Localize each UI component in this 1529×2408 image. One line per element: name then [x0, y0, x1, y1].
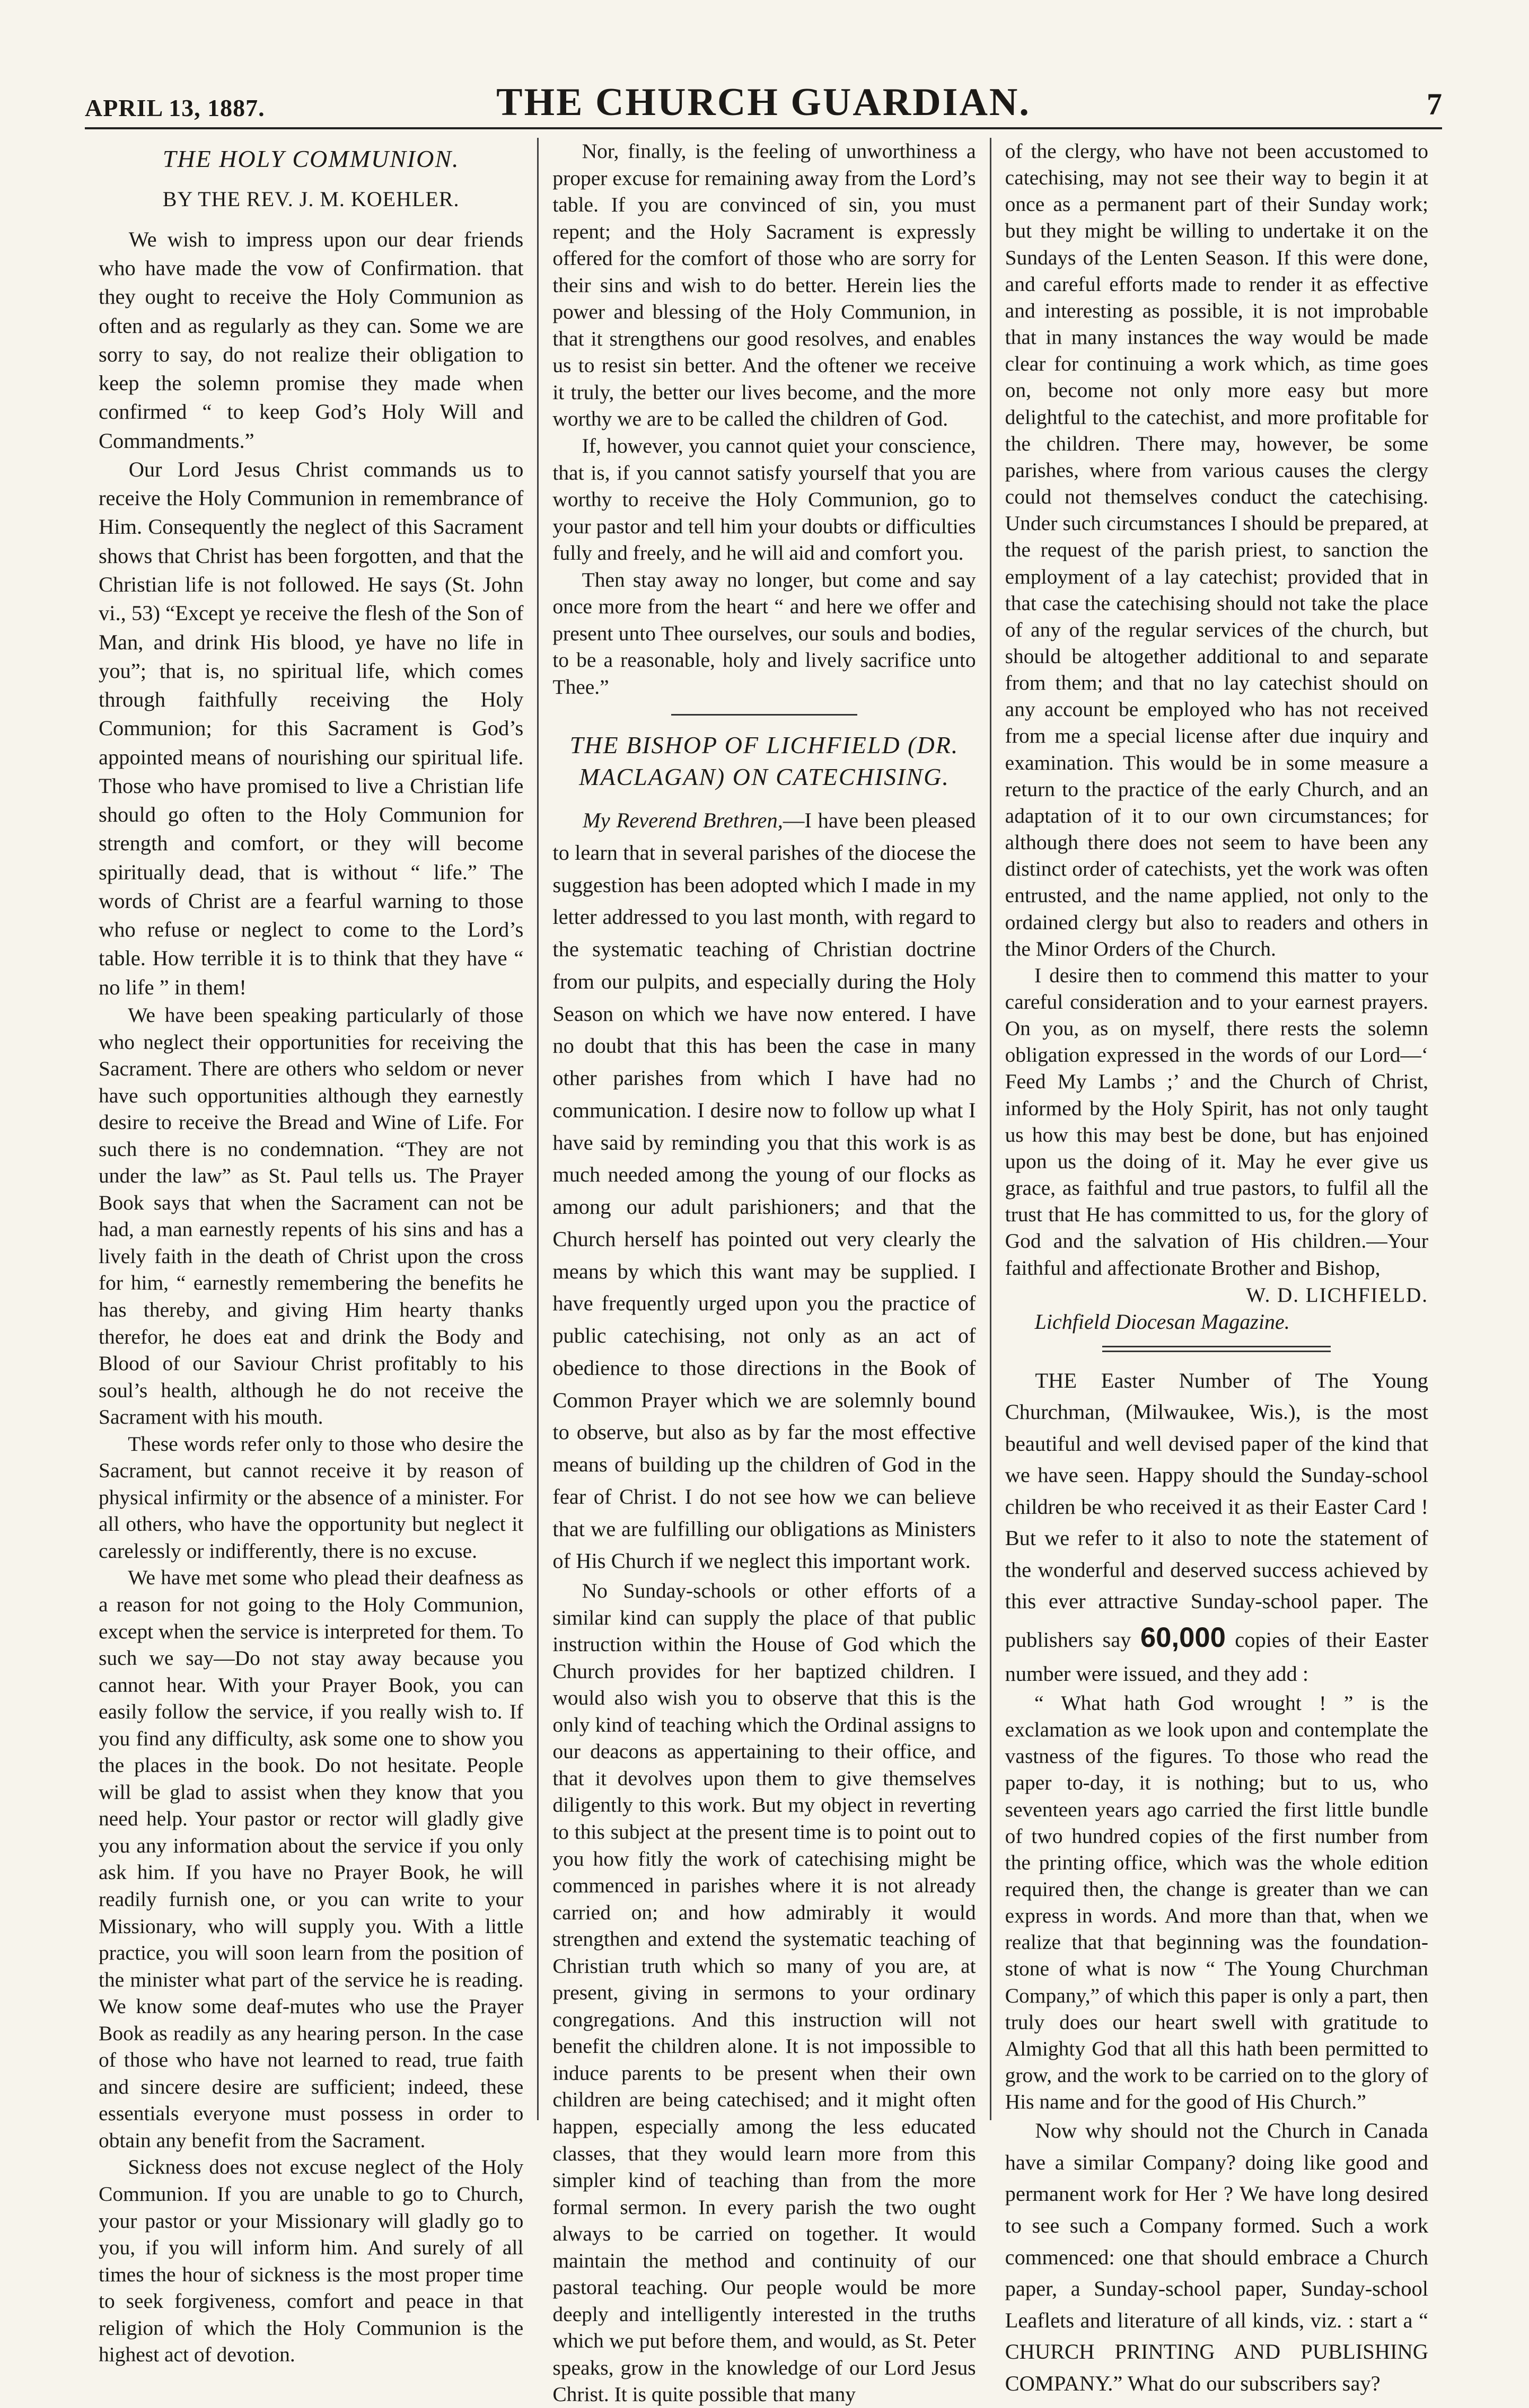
article-paragraph: Sickness does not excuse neglect of the Holy Communion. If you are unable to go to Church, your pastor or your Missionary will gladly go to you, if you will inform him. And surely of all times the hour of sickness is the most proper time to seek forgiveness, comfort and peace in that religion of which the Holy Communion is the highest act of devotion. — [99, 2155, 524, 2367]
section-divider — [1102, 1346, 1331, 1347]
masthead — [85, 80, 1442, 129]
signature: W. D. LICHFIELD. — [1246, 1283, 1428, 1307]
article-byline: BY THE REV. J. M. KOEHLER. — [162, 187, 460, 211]
article-paragraph: We have been speaking particularly of those who neglect their opportunities for receiving the Sacrament. There are others who seldom or never have such opportunities although they earnestly desire to receive the Bread and Wine of Life. For such there is no condemnation. “They are not under the law” as St. Paul tells us. The Prayer Book says that when the Sacrament can not be had, a man earnestly repents of his sins and has a lively faith in the death of Christ upon the cross for him, “ earnestly remembering the benefits he has thereby, and giving Him hearty thanks therefor, he does eat and drink the Body and Blood of our Saviour Christ profitably to his soul’s health, although he do not receive the Sacrament with his mouth. — [99, 1003, 524, 1429]
article-paragraph: We wish to impress upon our dear friends who have made the vow of Confirmation. that they ought to receive the Holy Communion as often and as regularly as they can. Some we are sorry to say, do not realize their obligation to keep the solemn promise they made when confirmed “ to keep God’s Holy Will and Commandments.” — [99, 227, 524, 453]
article-paragraph: I desire then to commend this matter to your careful consideration and to your earnest prayers. On you, as on myself, there rests the solemn obligation expressed in the words of our Lord—‘ Feed My Lambs ;’ and the Church of Christ, informed by the Holy Spirit, has not only taught us how this may best be done, but has enjoined upon us the doing of it. May he ever give us grace, as faithful and true pastors, to fulfil all the trust that He has committed to us, for the glory of God and the salvation of His children.—Your faithful and affectionate Brother and Bishop, — [1005, 963, 1428, 1280]
section-divider — [1102, 1351, 1331, 1352]
article-paragraph — [552, 805, 976, 1577]
page-columns — [85, 138, 1442, 2406]
newspaper-title: THE CHURCH GUARDIAN. — [496, 81, 1031, 124]
article-paragraph: If, however, you cannot quiet your conscience, that is, if you cannot satisfy yourself that you are worthy to receive the Holy Communion, go to your pastor and tell him your doubts or difficulties fully and freely, and he will aid and comfort you. — [552, 434, 976, 565]
column-3 — [990, 138, 1442, 2395]
article-paragraph: of the clergy, who have not been accustomed to catechising, may not see their way to begin it at once as a permanent part of their Sunday work; but they might be willing to undertake it on the Sundays of the Lenten Season. If this were done, and careful efforts made to render it as effective and interesting as possible, it is not improbable that in many instances the way would be made clear for continuing a work which, as time goes on, become not only more easy but more delightful to the catechist, and more profitable for the children. There may, however, be some parishes, where from various causes the clergy could not themselves conduct the catechising. Under such circumstances I should be prepared, at the request of the parish priest, to sanction the employment of a lay catechist; provided that in that case the catechising should not take the place of any of the regular services of the church, but should be altogether additional to and separate from them; and that no lay catechist should on any account be employed who has not received from me a special license after due inquiry and examination. This would be in some measure a return to the practice of the early Church, and an adaptation of it to our own circumstances; for although there does not seem to have been any distinct order of catechists, yet the work was often entrusted, and the name applied, not only to the ordained clergy but also to readers and others in the Minor Orders of the Church. — [1005, 139, 1428, 960]
article-paragraph: Now why should not the Church in Canada have a similar Company? doing like good and permanent work for Her ? We have long desired to see such a Company formed. Such a work commenced: one that should embrace a Church paper, a Sunday-school paper, Sunday-school Leaflets and literature of all kinds, viz. : start a “ CHURCH PRINTING AND PUBLISHING COMPANY.” What do our subscribers say? — [1005, 2119, 1428, 2395]
section-divider — [671, 714, 857, 716]
article-paragraph — [1005, 1365, 1428, 1690]
copies-figure: 60,000 — [1140, 1621, 1226, 1653]
salutation: My Reverend Brethren, — [583, 808, 783, 833]
article-title-communion: THE HOLY COMMUNION. — [162, 145, 460, 172]
article-text: —I have been pleased to learn that in several parishes of the diocese the suggestion has been adopted which I made in my letter addressed to you last month, with regard to the systematic teaching of Christian doctrine from our pulpits, and especially during the Holy Season on which we have now entered. I have no doubt that this has been the case in many other parishes from which I have had no communication. I desire now to follow up what I have said by reminding you that this work is as much needed among the young of our flocks as among our adult parishioners; and that the Church herself has pointed out very clearly the means by which this want may be supplied. I have frequently urged upon you the practice of public catechising, not only as an act of obedience to those directions in the Book of Common Prayer which we are solemnly bound to observe, but also as by far the most effective means of building up the children of God in the fear of Christ. I do not see how we can believe that we are fulfilling our obligations as Ministers of His Church if we neglect this important work. — [552, 808, 976, 1573]
article-paragraph: Nor, finally, is the feeling of unworthiness a proper excuse for remaining away from the Lord’s table. If you are convinced of sin, you must repent; and the Holy Sacrament is expressly offered for the comfort of those who are sorry for their sins and wish to do better. Herein lies the power and blessing of the Holy Communion, in that it strengthens our good resolves, and enables us to resist sin better. And the oftener we receive it truly, the better our lives become, and the more worthy we are to be called the children of God. — [552, 139, 976, 431]
article-text: THE Easter Number of The Young Churchman, (Milwaukee, Wis.), is the most beautiful and well devised paper of the kind that we have seen. Happy should the Sunday-school children be who received it as their Easter Card ! But we refer to it also to note the statement of the wonderful and deserved success achieved by this ever attractive Sunday-school paper. The publishers say — [1005, 1368, 1428, 1652]
issue-date: APRIL 13, 1887. — [85, 94, 265, 121]
article-paragraph: Then stay away no longer, but come and say once more from the heart “ and here we offer and present unto Thee ourselves, our souls and bodies, to be a reasonable, holy and lively sacrifice unto Thee.” — [552, 568, 976, 699]
article-title-catechising: THE BISHOP OF LICHFIELD (DR. MACLAGAN) ON CATECHISING. — [569, 731, 959, 791]
column-1 — [85, 138, 537, 2367]
column-2 — [537, 138, 989, 2406]
source-credit: Lichfield Diocesan Magazine. — [1034, 1309, 1290, 1334]
article-paragraph: No Sunday-schools or other efforts of a similar kind can supply the place of that public instruction within the House of God which the Church provides for her baptized children. I would also wish you to observe that this is the only kind of teaching which the Ordinal assigns to our deacons as appertaining to their office, and that it devolves upon them to give themselves diligently to this work. But my object in reverting to this subject at the present time is to point out to you how fitly the work of catechising might be commenced in parishes where it is not already carried on; and how admirably it would strengthen and extend the systematic teaching of Christian truth which so many of you are, at present, giving in sermons to your ordinary congregations. And this instruction will not benefit the children alone. It is not impossible to induce parents to be present when their own children are being catechised; and it might often happen, especially among the less educated classes, that they would learn more from this simpler kind of teaching than from the more formal sermon. In every parish the two ought always to be carried on together. It would maintain the method and continuity of our pastoral teaching. Our people would be more deeply and intelligently interested in the truths which we put before them, and would, as St. Peter speaks, grow in the knowledge of our Lord Jesus Christ. It is quite possible that many — [552, 1579, 976, 2406]
page-number: 7 — [1427, 87, 1442, 121]
article-paragraph: Our Lord Jesus Christ commands us to receive the Holy Communion in remembrance of Him. Consequently the neglect of this Sacrament shows that Christ has been forgotten, and that the Christian life is not followed. He says (St. John vi., 53) “Except ye receive the flesh of the Son of Man, and drink His blood, ye have no life in you”; that is, no spiritual life, which comes through faithfully receiving the Holy Communion; for this Sacrament is God’s appointed means of nourishing our spiritual life. Those who have promised to live a Christian life should go often to the Holy Communion for strength and comfort, or they will become spiritually dead, that is without “ life.” The words of Christ are a fearful warning to those who refuse or neglect to come to the Lord’s table. How terrible it is to think that they have “ no life ” in them! — [99, 457, 524, 999]
article-paragraph: We have met some who plead their deafness as a reason for not going to the Holy Communion, except when the service is interpreted for them. To such we say—Do not stay away because you cannot hear. With your Prayer Book, you can easily follow the service, if you really wish to. If you find any difficulty, ask some one to show you the places in the book. Do not hesitate. People will be glad to assist when they know that you need help. Your pastor or rector will gladly give you any information about the service if you only ask him. If you have no Prayer Book, he will readily furnish one, or you can write to your Missionary, who will supply you. With a little practice, you will soon learn from the position of the minister what part of the service he is reading. We know some deaf-mutes who use the Prayer Book as readily as any hearing person. In the case of those who have not learned to read, true faith and sincere desire are sufficient; indeed, these essentials everyone must possess in order to obtain any benefit from the Sacrament. — [99, 1566, 524, 2152]
article-paragraph: These words refer only to those who desire the Sacrament, but cannot receive it by reason of physical infirmity or the absence of a minister. For all others, who have the opportunity but neglect it carelessly or indifferently, there is no excuse. — [99, 1432, 524, 1563]
article-paragraph: “ What hath God wrought ! ” is the exclamation as we look upon and contemplate the vastness of the figures. To those who read the paper to-day, it is nothing; but to us, who seventeen years ago carried the first little bundle of two hundred copies of the first number from the printing office, which was the whole edition required then, the change is greater than we can express in words. And more than that, when we realize that that beginning was the foundation-stone of what is now “ The Young Churchman Company,” of which this paper is only a part, then truly does our heart swell with gratitude to Almighty God that all this hath been permitted to grow, and the work to be carried on to the glory of His name and for the good of His Church.” — [1005, 1691, 1428, 2114]
article-text: copies of their Easter number were issued, and they add : — [1005, 1627, 1429, 1686]
